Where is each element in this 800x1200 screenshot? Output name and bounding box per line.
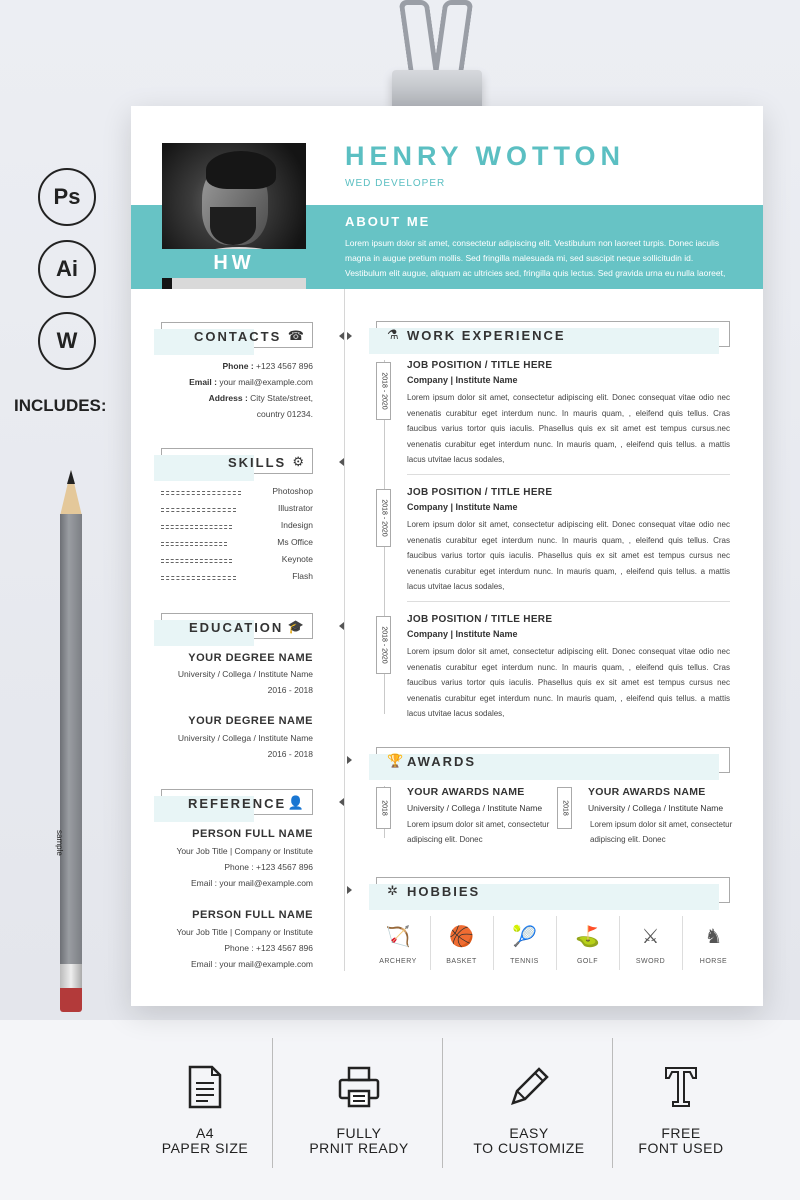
date-badge: 2018 - 2020 — [376, 489, 391, 547]
about-text: Lorem ipsum dolor sit amet, consectetur adipiscing elit. Vestibulum non laoreet turpis. Donec iaculis magna in augue pretium mollis. Sed fringilla malesuada mi, sed suscipit neque sollicitudin id. Vestibulum elit augue, aliquam ac ultricies sed, fringilla quis lectus. Sed gravida urna eu nulla laoreet, — [345, 238, 726, 278]
reference-email: Email : your mail@example.com — [191, 959, 313, 969]
candidate-job-title: WED DEVELOPER — [345, 178, 446, 189]
crossed-swords-icon: ⚔ — [641, 926, 660, 948]
reference-phone: Phone : +123 4567 896 — [224, 943, 313, 953]
skill-level-bar — [161, 542, 227, 546]
skill-row — [161, 570, 313, 586]
tennis-racket-icon: 🎾 — [512, 926, 537, 948]
job-company: Company | Institute Name — [407, 375, 518, 385]
skill-name: Indesign — [280, 520, 313, 530]
skill-row — [161, 536, 313, 552]
contact-address-line2: country 01234. — [256, 409, 313, 419]
arrow-left-icon — [339, 332, 344, 340]
separator — [407, 474, 730, 475]
skills-heading — [161, 448, 313, 474]
pencil-icon — [444, 1062, 614, 1112]
job-company: Company | Institute Name — [407, 502, 518, 512]
job-description: Lorem ipsum dolor sit amet, consectetur adipiscing elit. Donec consequat vitae odio nec venenatis curabitur eget interdum nunc. In mauris quam, , eleifend quis tellus. Cras faucibus varius tortor quis iaculis. Phasellus quis ex sit amet est tempus cursus nec venenatis curabitur eget interdum nunc. In mauris quam, , eleifend quis tellus. a mattis lacus utvitae lacus sodales, — [407, 520, 730, 592]
awards-heading — [376, 747, 730, 773]
soccer-ball-icon: ✲ — [387, 883, 398, 898]
date-badge: 2018 - 2020 — [376, 616, 391, 674]
trophy-icon: 🏆 — [387, 753, 404, 768]
gear-icon: ⚙ — [292, 454, 304, 469]
feature-a4: A4 PAPER SIZE — [120, 1062, 290, 1156]
date-badge: 2018 — [376, 787, 391, 829]
skill-level-bar — [161, 491, 241, 495]
photoshop-badge: Ps — [38, 168, 96, 226]
includes-label: INCLUDES: — [14, 396, 107, 415]
hobby-label: SWORD — [635, 958, 666, 965]
candidate-name: HENRY WOTTON — [345, 141, 626, 171]
reference-name: PERSON FULL NAME — [192, 828, 313, 840]
skill-level-bar — [161, 525, 232, 529]
illustrator-badge: Ai — [38, 240, 96, 298]
reference-title: REFERENCE — [188, 796, 287, 811]
about-title: ABOUT ME — [345, 214, 431, 229]
arrow-left-icon — [339, 798, 344, 806]
document-icon — [120, 1062, 290, 1112]
award-school: University / Collega / Institute Name — [407, 803, 543, 813]
work-experience-heading — [376, 321, 730, 347]
contact-phone: Phone : +123 4567 896 — [222, 361, 313, 371]
hobby-label: TENNIS — [510, 958, 539, 965]
degree-name: YOUR DEGREE NAME — [188, 715, 313, 727]
contact-email: Email : your mail@example.com — [189, 377, 313, 387]
skill-row — [161, 485, 313, 501]
skill-name: Ms Office — [277, 537, 313, 547]
date-badge: 2018 — [557, 787, 572, 829]
skill-row — [161, 519, 313, 535]
job-position: JOB POSITION / TITLE HERE — [407, 487, 553, 498]
arrow-right-icon — [347, 756, 352, 764]
hobby-label: BASKET — [446, 958, 477, 965]
skill-name: Keynote — [281, 554, 313, 564]
date-badge: 2018 - 2020 — [376, 362, 391, 420]
hobby-item — [619, 916, 681, 970]
arrow-left-icon — [339, 622, 344, 630]
feature-easy-customize: EASY TO CUSTOMIZE — [444, 1062, 614, 1156]
bow-arrow-icon: 🏹 — [385, 926, 411, 948]
award-text: Lorem ipsum dolor sit amet, consectetur adipiscing elit. Donec — [407, 820, 550, 844]
hobby-item — [367, 916, 429, 970]
font-icon — [596, 1062, 766, 1112]
golf-club-icon: ⛳ — [575, 926, 600, 948]
degree-name: YOUR DEGREE NAME — [188, 652, 313, 664]
arrow-left-icon — [339, 458, 344, 466]
pencil-icon — [55, 470, 82, 1015]
hobby-item — [430, 916, 492, 970]
contacts-title: CONTACTS — [194, 329, 282, 344]
education-heading — [161, 613, 313, 639]
phone-icon: ☎ — [287, 328, 304, 343]
degree-years: 2016 - 2018 — [267, 685, 313, 695]
hobby-item — [682, 916, 744, 970]
education-title: EDUCATION — [189, 620, 284, 635]
degree-school: University / Collega / Institute Name — [177, 733, 313, 743]
job-description: Lorem ipsum dolor sit amet, consectetur adipiscing elit. Donec consequat vitae odio nec venenatis curabitur eget interdum nunc. In mauris quam, , eleifend quis tellus. Cras faucibus varius tortor quis iaculis. Phasellus quis ex sit amet est tempus cursus.nec venenatis curabitur eget interdum nunc. In mauris quam, , eleifend quis tellus. a mattis lacus utvitae lacus sodales, — [407, 393, 730, 465]
job-description: Lorem ipsum dolor sit amet, consectetur adipiscing elit. Donec consequat vitae odio nec venenatis curabitur eget interdum nunc. In mauris quam, , eleifend quis tellus. Cras faucibus varius tortor quis iaculis. Phasellus quis ex sit amet est tempus cursus nec venenatis curabitur eget interdum nunc. In mauris quam, , eleifend quis tellus. a mattis lacus utvitae lacus sodales, — [407, 647, 730, 719]
reference-email: Email : your mail@example.com — [191, 878, 313, 888]
reference-role: Your Job Title | Company or Institute — [176, 927, 313, 937]
hobby-item — [556, 916, 618, 970]
awards-title: AWARDS — [407, 754, 477, 769]
printer-icon — [274, 1062, 444, 1112]
feature-free-font: FREE FONT USED — [596, 1062, 766, 1156]
hobby-label: ARCHERY — [379, 958, 417, 965]
pencil-brand: sample — [55, 830, 64, 856]
arrow-right-icon — [347, 332, 352, 340]
initials: HW — [213, 252, 255, 274]
job-position: JOB POSITION / TITLE HERE — [407, 614, 553, 625]
skill-name: Flash — [292, 571, 313, 581]
feature-print-ready: FULLY PRNIT READY — [274, 1062, 444, 1156]
contacts-heading — [161, 322, 313, 348]
skill-row — [161, 553, 313, 569]
flask-icon: ⚗ — [387, 327, 399, 342]
arrow-right-icon — [347, 886, 352, 894]
skills-title: SKILLS — [228, 455, 287, 470]
reference-heading — [161, 789, 313, 815]
hobby-item — [493, 916, 555, 970]
award-text: Lorem ipsum dolor sit amet, consectetur adipiscing elit. Donec — [590, 820, 733, 844]
separator — [407, 601, 730, 602]
add-user-icon: 👤 — [287, 795, 304, 810]
reference-phone: Phone : +123 4567 896 — [224, 862, 313, 872]
award-name: YOUR AWARDS NAME — [588, 786, 706, 798]
binder-clip-icon — [392, 0, 482, 118]
skill-level-bar — [161, 508, 236, 512]
basketball-hoop-icon: 🏀 — [449, 926, 474, 948]
skill-name: Illustrator — [278, 503, 313, 513]
hobbies-heading — [376, 877, 730, 903]
word-badge: W — [38, 312, 96, 370]
work-experience-title: WORK EXPERIENCE — [407, 328, 566, 343]
degree-school: University / Collega / Institute Name — [177, 669, 313, 679]
column-divider — [344, 289, 345, 971]
graduation-cap-icon: 🎓 — [287, 619, 304, 634]
degree-years: 2016 - 2018 — [267, 749, 313, 759]
job-position: JOB POSITION / TITLE HERE — [407, 360, 553, 371]
reference-role: Your Job Title | Company or Institute — [176, 846, 313, 856]
award-school: University / Collega / Institute Name — [588, 803, 724, 813]
award-name: YOUR AWARDS NAME — [407, 786, 525, 798]
horse-icon: ♞ — [704, 926, 723, 948]
reference-name: PERSON FULL NAME — [192, 909, 313, 921]
hobby-label: GOLF — [576, 958, 599, 965]
resume-page — [131, 106, 763, 1006]
skill-level-bar — [161, 576, 236, 580]
job-company: Company | Institute Name — [407, 629, 518, 639]
contact-address: Address : City State/street, — [208, 393, 313, 403]
hobbies-title: HOBBIES — [407, 884, 481, 899]
skill-name: Photoshop — [272, 486, 313, 496]
hobby-label: HORSE — [699, 958, 728, 965]
skill-row — [161, 502, 313, 518]
skill-level-bar — [161, 559, 232, 563]
